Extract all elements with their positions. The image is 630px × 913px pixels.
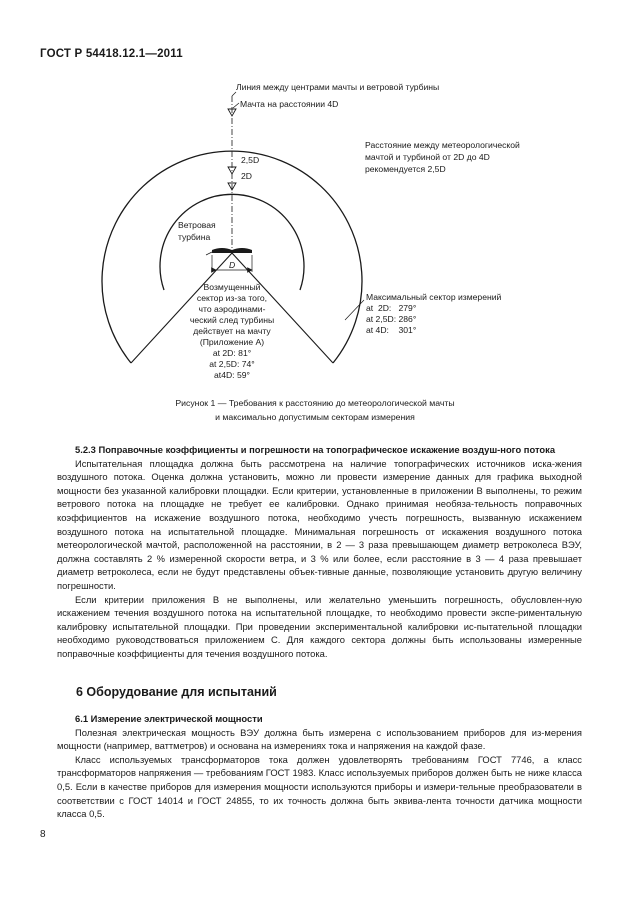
document-header: ГОСТ Р 54418.12.1—2011 (40, 48, 183, 60)
recommend-label-3: рекомендуется 2,5D (365, 164, 446, 174)
section-61-paragraph-2: Класс используемых трансформаторов тока должен удовлетворять требованиям ГОСТ 7746, а класс трансформаторов напряжения — требованиям ГОСТ 1983. Класс используемых приборов должен быть не ниже класса 0,5. Если в качестве приборов для измерения мощности используются приборы и измери-тельные преобразователи в соответствии с ГОСТ 14014 и ГОСТ 24855, то их точность должна быть эквива-лента точности датчика мощности класса 0,5. (57, 753, 582, 820)
svg-text:ческий след турбины: ческий след турбины (189, 315, 275, 325)
svg-text:at 2D: 279°: at 2D: 279° (366, 303, 417, 313)
figure-caption (80, 396, 550, 424)
disturbed-sector-label (190, 282, 274, 380)
section-523-heading: 5.2.3 Поправочные коэффициенты и погрешности на топографическое искажение воздуш-ного потока (75, 444, 556, 455)
caption-line-1: Рисунок 1 — Требования к расстоянию до метеорологической мачты (175, 398, 455, 408)
section-523-paragraph-1: Испытательная площадка должна быть рассмотрена на наличие топографических источников иска-жения воздушного потока. Оценка должна установить, можно ли провести измерение данных для графика выходной мощности без указанной калибровки площадки. Если критерии, установленные в приложении В выполнены, то режим ветрового потока на площадке не требует ее калибровки. Однако принимая необяза-тельность поправочных коэффициентов на искажение воздушного потока, необходимо учесть погрешность, вызванную искажением воздушного потока на испытательной площадке. Минимальная погрешность от искажения воздушного потока метеорологической мачтой, расположенной на расстоянии, в 2 — 3 раза превышающем диаметр ветроколеса ВЭУ, должна составлять 2 % измеренной скорости ветра, и 3 % или более, если расстояние в 3 — 4 раза превышает диаметр ветроколеса, если не будут представлены объек-тивные данные, позволяющие установить другую величину погрешности. (57, 457, 582, 591)
section-61-paragraph-1: Полезная электрическая мощность ВЭУ должна быть измерена с использованием приборов для из-мерения мощности (например, ваттметров) и основана на измерениях тока и напряжения на каждой фазе. (57, 726, 582, 752)
dist-25d-label: 2,5D (241, 155, 260, 165)
svg-text:(Приложение А): (Приложение А) (199, 337, 265, 347)
svg-text:Максимальный сектор измерений: Максимальный сектор измерений (366, 292, 502, 302)
section-61 (57, 712, 582, 821)
section-523 (57, 443, 582, 661)
dist-2d-label: 2D (241, 171, 252, 181)
turbine-label-1: Ветровая (178, 220, 216, 230)
center-line-label: Линия между центрами мачты и ветровой турбины (236, 82, 440, 92)
diameter-label: D (229, 260, 236, 270)
svg-text:действует на мачту: действует на мачту (193, 326, 271, 336)
figure-diagram (0, 0, 630, 395)
svg-text:at 4D: 301°: at 4D: 301° (366, 325, 417, 335)
max-sector-label (366, 292, 502, 335)
svg-text:что аэродинами-: что аэродинами- (198, 304, 266, 314)
svg-text:at 2D: 81°: at 2D: 81° (212, 348, 252, 358)
section-6-heading: 6 Оборудование для испытаний (76, 685, 277, 699)
recommend-label-2: мачтой и турбиной от 2D до 4D (365, 152, 490, 162)
turbine-rotor-icon (212, 248, 252, 253)
svg-text:at 2,5D: 286°: at 2,5D: 286° (366, 314, 417, 324)
svg-text:at4D: 59°: at4D: 59° (214, 370, 250, 380)
svg-text:сектор из-за того,: сектор из-за того, (196, 293, 268, 303)
caption-line-2: и максимально допустимым секторам измерения (215, 412, 415, 422)
section-61-heading: 6.1 Измерение электрической мощности (75, 713, 263, 724)
mast-4d-label: Мачта на расстоянии 4D (240, 99, 339, 109)
turbine-label-2: турбина (178, 232, 211, 242)
section-523-paragraph-2: Если критерии приложения В не выполнены, или желательно уменьшить погрешность, обусловлен-ную искажением течения воздушного потока на испытательной площадке, то необходимо провести экспе-риментальную калибровку испытательной площадки. При проведении экспериментальной калибровки ис-пытательной площадки необходимо руководствоваться приложением С. Для каждого сектора должны быть использованы измеренные поправочные коэффициенты для течения воздушного потока. (57, 593, 582, 659)
svg-text:at 2,5D: 74°: at 2,5D: 74° (209, 359, 255, 369)
recommend-label-1: Расстояние между метеорологической (365, 140, 520, 150)
svg-text:Возмущенный: Возмущенный (203, 282, 261, 292)
page-number: 8 (40, 829, 46, 840)
